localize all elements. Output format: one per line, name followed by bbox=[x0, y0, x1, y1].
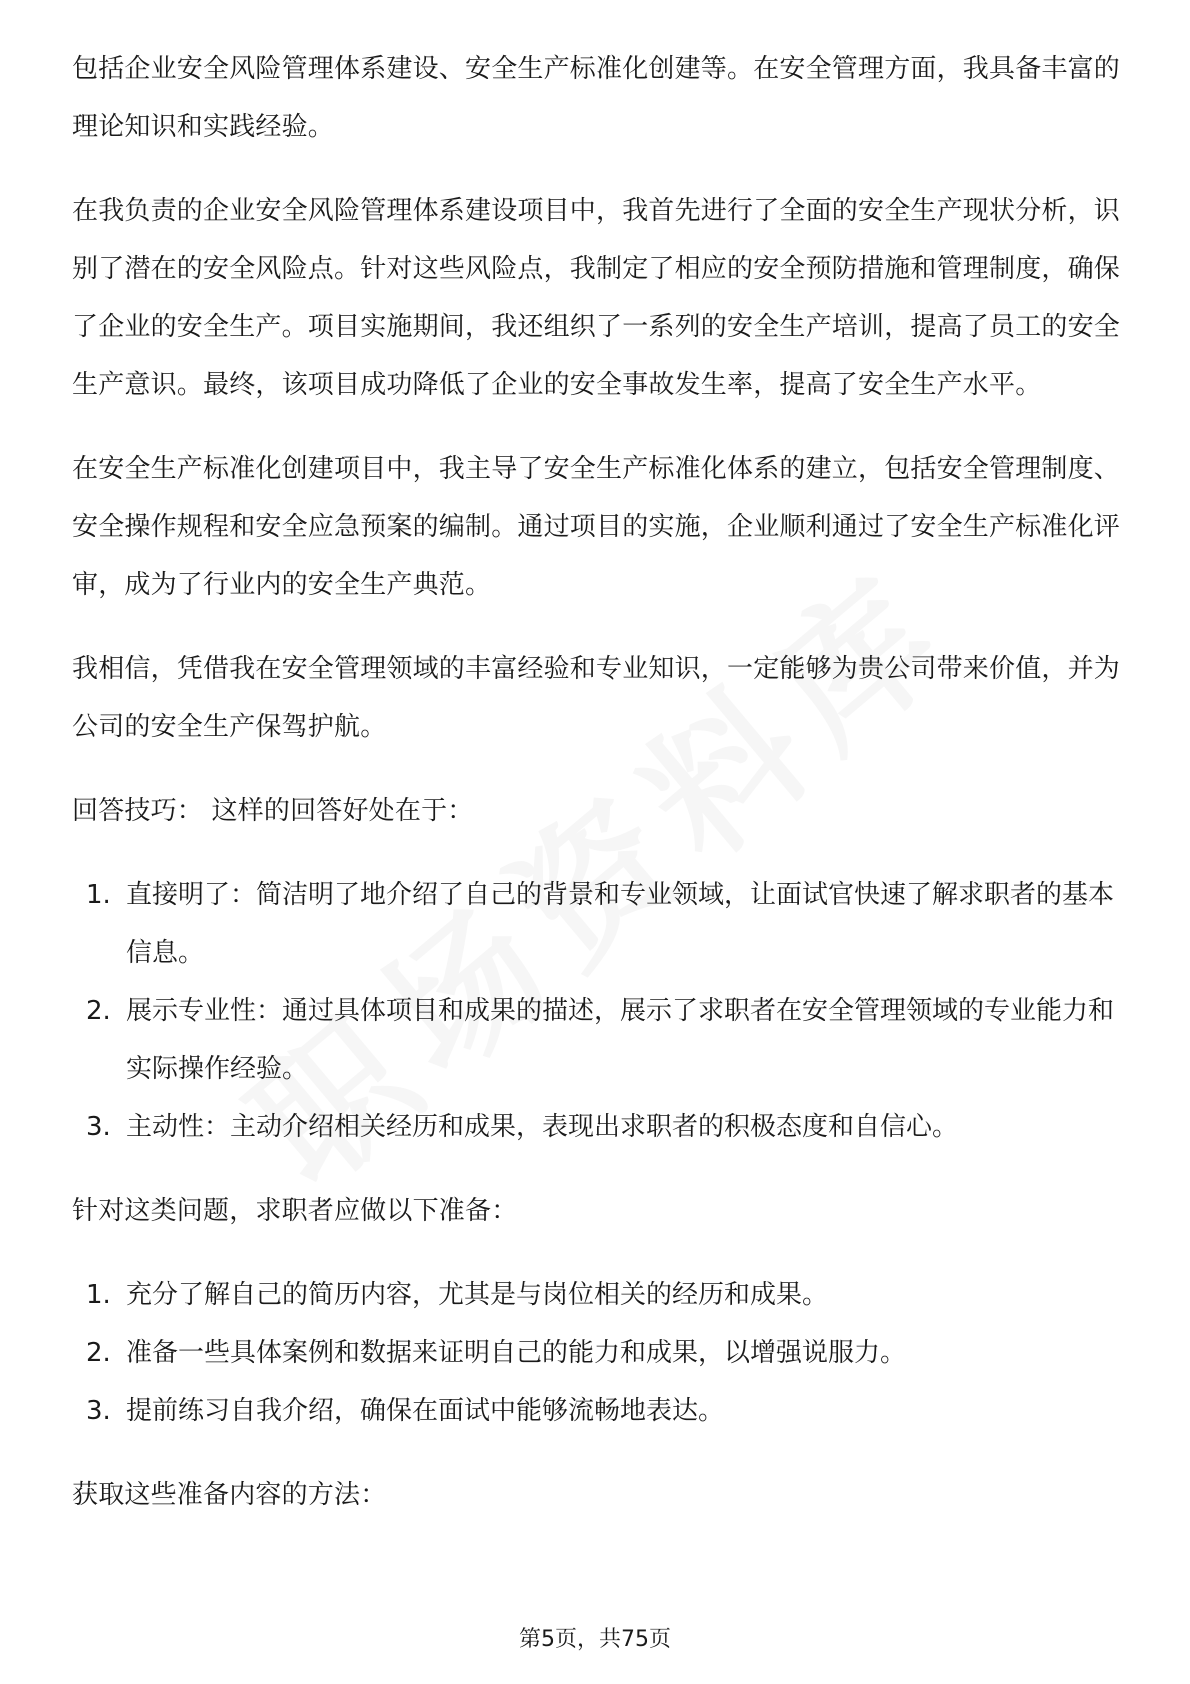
method-heading: 获取这些准备内容的方法： bbox=[72, 1480, 387, 1510]
document-body bbox=[72, 40, 1122, 1524]
list-item: 2. 展示专业性：通过具体项目和成果的描述，展示了求职者在安全管理领域的专业能力和实际操作经验。 bbox=[86, 996, 1115, 1084]
paragraph-standardization-project: 在安全生产标准化创建项目中，我主导了安全生产标准化体系的建立，包括安全管理制度、安全操作规程和安全应急预案的编制。通过项目的实施，企业顺利通过了安全生产标准化评审，成为了行业内的安全生产典范。 bbox=[72, 454, 1121, 600]
list-item: 3. 主动性：主动介绍相关经历和成果，表现出求职者的积极态度和自信心。 bbox=[86, 1112, 959, 1142]
list-item: 3. 提前练习自我介绍，确保在面试中能够流畅地表达。 bbox=[86, 1396, 725, 1426]
page-number: 第5页，共75页 bbox=[519, 1627, 671, 1652]
prep-heading: 针对这类问题，求职者应做以下准备： bbox=[72, 1196, 518, 1226]
list-item: 1. 直接明了：简洁明了地介绍了自己的背景和专业领域，让面试官快速了解求职者的基本信息。 bbox=[86, 880, 1115, 968]
tips-list bbox=[72, 866, 1122, 1156]
tips-heading: 回答技巧： 这样的回答好处在于： bbox=[72, 796, 474, 826]
list-item: 2. 准备一些具体案例和数据来证明自己的能力和成果，以增强说服力。 bbox=[86, 1338, 907, 1368]
paragraph-risk-project: 在我负责的企业安全风险管理体系建设项目中，我首先进行了全面的安全生产现状分析，识别了潜在的安全风险点。针对这些风险点，我制定了相应的安全预防措施和管理制度，确保了企业的安全生产。项目实施期间，我还组织了一系列的安全生产培训，提高了员工的安全生产意识。最终，该项目成功降低了企业的安全事故发生率，提高了安全生产水平。 bbox=[72, 196, 1121, 400]
prep-list bbox=[72, 1266, 1122, 1440]
list-item: 1. 充分了解自己的简历内容，尤其是与岗位相关的经历和成果。 bbox=[86, 1280, 829, 1310]
paragraph-intro: 包括企业安全风险管理体系建设、安全生产标准化创建等。在安全管理方面，我具备丰富的理论知识和实践经验。 bbox=[72, 54, 1121, 142]
paragraph-conclusion: 我相信，凭借我在安全管理领域的丰富经验和专业知识，一定能够为贵公司带来价值，并为公司的安全生产保驾护航。 bbox=[72, 654, 1121, 742]
